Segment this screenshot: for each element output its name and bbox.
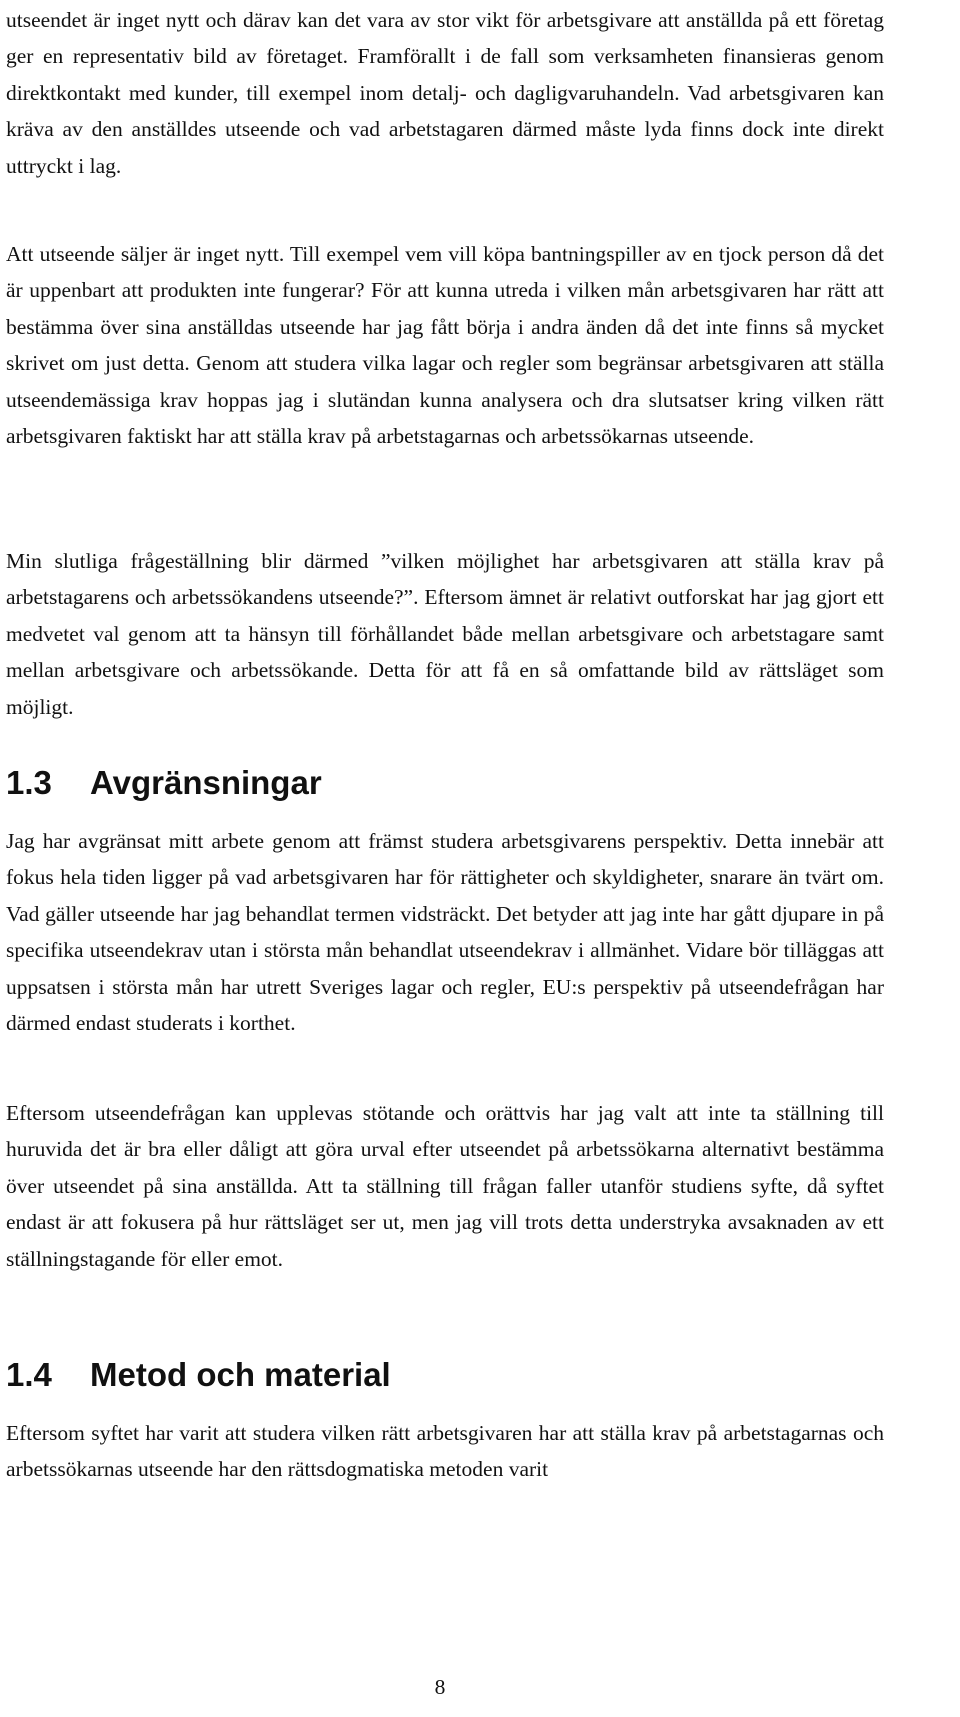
paragraph-intro-continued: [6, 2, 884, 184]
paragraph-text: Min slutliga frågeställning blir därmed ”vilken möjlighet har arbetsgivaren att ställa krav på arbetstagarens och arbetssökandens utseende?”. Eftersom ämnet är relativt outforskat har jag gjort ett medvetet val genom att ta hänsyn till förhållandet både mellan arbetsgivare och arbetstagare samt mellan arbetsgivare och arbetssökande. Detta för att få en så omfattande bild av rättsläget som möjligt.: [6, 549, 884, 719]
paragraph-text: Att utseende säljer är inget nytt. Till exempel vem vill köpa bantningspiller av en tjock person då det är uppenbart att produkten inte fungerar? För att kunna utreda i vilken mån arbetsgivaren har rätt att bestämma över sina anställdas utseende har jag fått börja i andra änden då det inte finns så mycket skrivet om just detta. Genom att studera vilka lagar och regler som begränsar arbetsgivaren att ställa utseendemässiga krav hoppas jag i slutändan kunna analysera och dra slutsatser kring vilken rätt arbetsgivaren faktiskt har att ställa krav på arbetstagarnas och arbetssökarnas utseende.: [6, 242, 884, 449]
paragraph-text: Eftersom syftet har varit att studera vilken rätt arbetsgivaren har att ställa krav på arbetstagarnas och arbetssökarnas utseende har den rättsdogmatiska metoden varit: [6, 1421, 884, 1482]
paragraph-text: utseendet är inget nytt och därav kan det vara av stor vikt för arbetsgivare att anställda på ett företag ger en representativ bild av företaget. Framförallt i de fall som verksamheten finansieras genom direktkontakt med kunder, till exempel inom detalj- och dagligvaruhandeln. Vad arbetsgivaren kan kräva av den anställdes utseende och vad arbetstagaren därmed måste lyda finns dock inte direkt uttryckt i lag.: [6, 8, 884, 178]
section-number: 1.3: [6, 764, 52, 801]
section-heading-avgransningar: [6, 763, 322, 803]
paragraph-text: Jag har avgränsat mitt arbete genom att främst studera arbetsgivarens perspektiv. Detta innebär att fokus hela tiden ligger på vad arbetsgivaren har för rättigheter och skyldigheter, snarare än tvärt om. Vad gäller utseende har jag behandlat termen vidsträckt. Det betyder att jag inte har gått djupare in på specifika utseendekrav utan i största mån behandlat utseendekrav i allmänhet. Vidare bör tilläggas att uppsatsen i största mån har utrett Sveriges lagar och regler, EU:s perspektiv på utseendefrågan har därmed endast studerats i korthet.: [6, 829, 884, 1036]
section-title: Metod och material: [90, 1356, 391, 1393]
paragraph-position: [6, 1095, 884, 1277]
paragraph-background: [6, 236, 884, 454]
paragraph-text: Eftersom utseendefrågan kan upplevas stötande och orättvis har jag valt att inte ta ställning till huruvida det är bra eller dåligt att göra urval efter utseendet på arbetssökarna alternativt bestämma över utseendet på sina anställda. Att ta ställning till frågan faller utanför studiens syfte, då syftet endast är att fokusera på hur rättsläget ser ut, men jag vill trots detta understryka avsaknaden av ett ställningstagande för eller emot.: [6, 1101, 884, 1271]
section-heading-metod: [6, 1355, 391, 1395]
paragraph-research-question: [6, 543, 884, 725]
section-number: 1.4: [6, 1356, 52, 1393]
section-title: Avgränsningar: [90, 764, 322, 801]
paragraph-method: [6, 1415, 884, 1488]
page-number: 8: [434, 1675, 446, 1699]
paragraph-delimitations: [6, 823, 884, 1041]
